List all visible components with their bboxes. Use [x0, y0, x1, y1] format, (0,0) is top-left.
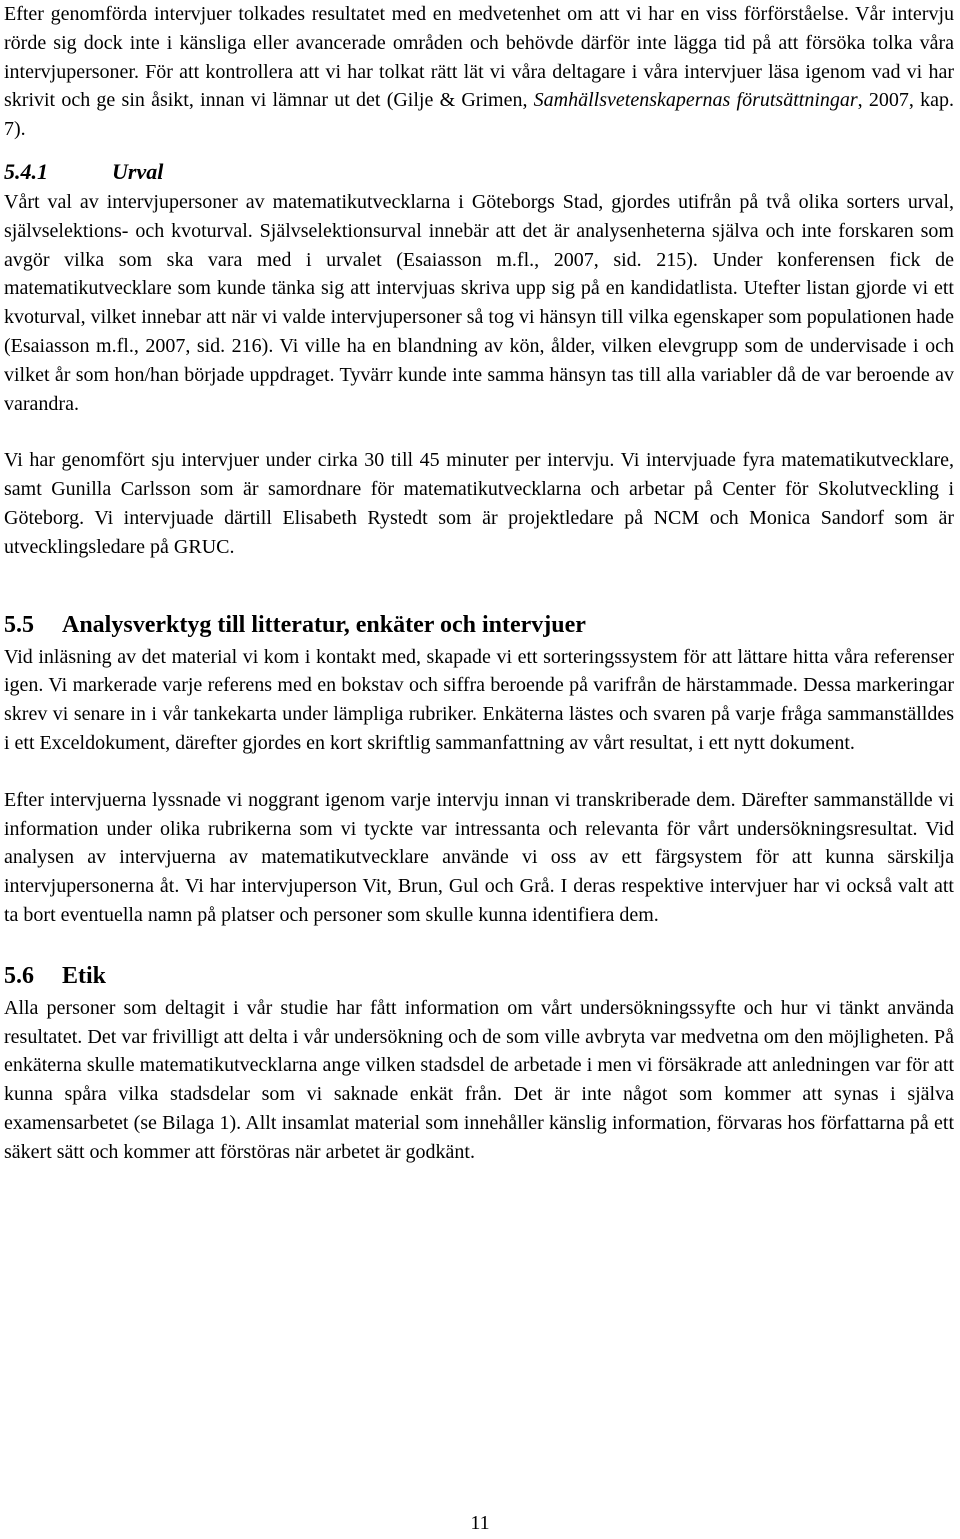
- page-number: 11: [470, 1512, 490, 1534]
- section-number: 5.5: [4, 611, 34, 638]
- analys-paragraph-1: Vid inläsning av det material vi kom i kontakt med, skapade vi ett sorteringssystem för att lättare hitta våra referenser igen. Vi markerade varje referens med en bokstav och siffra beroende på varifrån de härstammade. Dessa markeringar skrev vi senare in i vår tankekarta under lämpliga rubriker. Enkäterna lästes och svaren på varje fråga sammanställdes i ett Exceldokument, därefter gjordes en kort skriftlig sammanfattning av vårt resultat, i ett nytt dokument.: [4, 645, 954, 754]
- section-heading-urval: [4, 158, 954, 186]
- urval-paragraph-1: Vårt val av intervjupersoner av matematikutvecklarna i Göteborgs Stad, gjordes utifrån på två olika sorters urval, självselektions- och kvoturval. Självselektionsurval innebär att det är analysenheterna själva och inte forskaren som avgör vilka som ska vara med i urvalet (Esaiasson m.fl., 2007, sid. 215). Under konferensen fick de matematikutvecklare som kunde tänka sig att intervjuas skriva upp sig på en kandidatlista. Utefter listan gjorde vi ett kvoturval, vilket innebar att när vi valde intervjupersoner så tog vi hänsyn till vilka egenskaper som populationen hade (Esaiasson m.fl., 2007, sid. 216). Vi ville ha en blandning av kön, ålder, vilken elevgrupp som de undervisade i och vilket år som hon/han började uppdraget. Tyvärr kunde inte samma hänsyn tas till alla variabler då de var beroende av varandra.: [4, 190, 954, 415]
- urval-paragraph-2: Vi har genomfört sju intervjuer under cirka 30 till 45 minuter per intervju. Vi intervjuade fyra matematikutvecklare, samt Gunilla Carlsson som är samordnare för matematikutvecklarna och arbetar på Center för Skolutveckling i Göteborg. Vi intervjuade därtill Elisabeth Rystedt som är projektledare på NCM och Monica Sandorf som är utvecklingsledare på GRUC.: [4, 449, 954, 558]
- analys-paragraph-2: Efter intervjuerna lyssnade vi noggrant igenom varje intervju innan vi transkriberade dem. Därefter sammanställde vi information under olika rubrikerna som vi tyckte var intressanta och relevanta för vårt undersökningsresultat. Vid analysen av intervjuerna av matematikutvecklare använde vi oss av ett färgsystem för att kunna särskilja intervjupersonerna åt. Vi har intervjuperson Vit, Brun, Gul och Grå. I deras respektive intervjuer har vi också valt att ta bort eventuella namn på platser och personer som skulle kunna identifiera dem.: [4, 788, 954, 926]
- document-page: [4, 0, 954, 1167]
- section-title: Etik: [62, 962, 107, 989]
- intro-paragraph: [4, 0, 954, 144]
- section-number: 5.4.1: [4, 158, 48, 184]
- section-heading-etik: [4, 960, 954, 992]
- intro-text-end: , 2007, kap. 7).: [4, 89, 954, 141]
- section-heading-analysverktyg: [4, 609, 954, 641]
- section-title: Analysverktyg till litteratur, enkäter och intervjuer: [62, 611, 586, 638]
- section-title: Urval: [112, 158, 164, 184]
- book-title: Samhällsvetenskapernas förutsättningar: [533, 89, 858, 112]
- intro-text: Efter genomförda intervjuer tolkades resultatet med en medvetenhet om att vi har en viss förförståelse. Vår intervju rörde sig dock inte i känsliga eller avancerade områden och behövde därför inte lägga tid på att försöka tolka våra intervjupersoner. För att kontrollera att vi har tolkat rätt lät vi våra deltagare i våra intervjuer läsa igenom vad vi har skrivit och ge sin åsikt, innan vi lämnar ut det (Gilje & Grimen,: [4, 3, 954, 112]
- etik-paragraph-1: Alla personer som deltagit i vår studie har fått information om vårt undersökningssyfte och hur vi tänkt använda resultatet. Det var frivilligt att delta i vår undersökning och de som ville avbryta var medvetna om den möjligheten. På enkäterna skulle matematikutvecklarna ange vilken stadsdel de arbetade i men vi försäkrade att anledningen var för att kunna spåra vilka stadsdelar som vi saknade enkät från. Det är inte något som kommer att synas i själva examensarbetet (se Bilaga 1). Allt insamlat material som innehåller känslig information, förvaras hos författarna på ett säkert sätt och kommer att förstöras när arbetet är godkänt.: [4, 996, 954, 1163]
- section-number: 5.6: [4, 962, 34, 989]
